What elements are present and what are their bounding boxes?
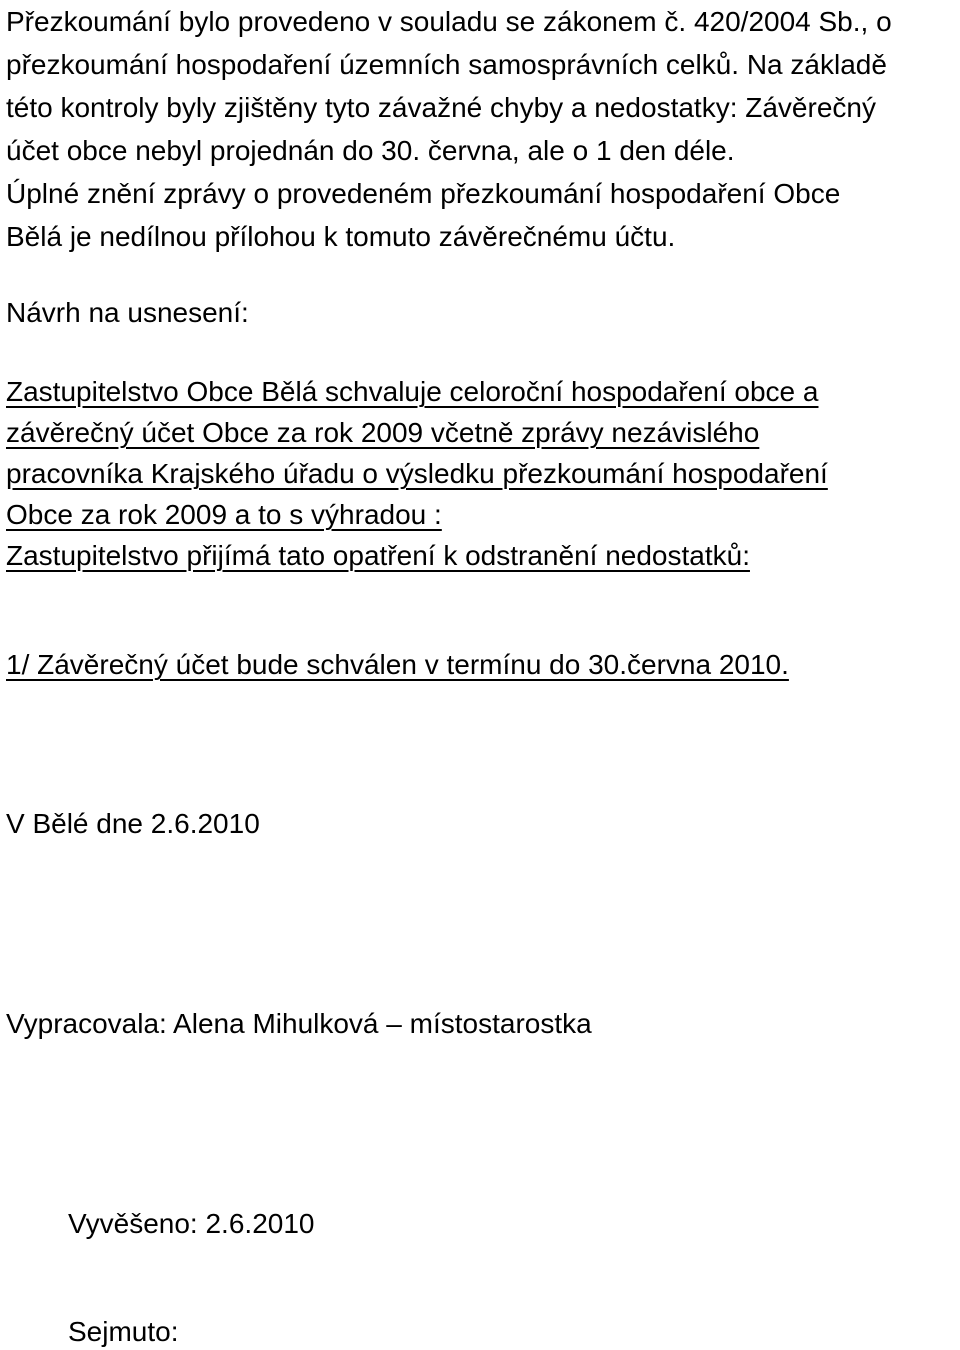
posted-date: Vyvěšeno: 2.6.2010 [68,1208,315,1239]
intro-line-1: Přezkoumání bylo provedeno v souladu se zákonem č. 420/2004 Sb., o [6,6,892,37]
measure-line: 1/ Závěrečný účet bude schválen v termínu do 30.června 2010. [6,649,789,680]
intro-line-6: Bělá je nedílnou přílohou k tomuto závěrečnému účtu. [6,221,676,252]
intro-line-3: této kontroly byly zjištěny tyto závažné chyby a nedostatky: Závěrečný [6,92,876,123]
prepared-by: Vypracovala: Alena Mihulková – místostarostka [6,1008,592,1039]
place-date: V Bělé dne 2.6.2010 [6,808,260,839]
resolution-line-3: pracovníka Krajského úřadu o výsledku přezkoumání hospodaření [6,458,828,489]
resolution-line-5: Zastupitelstvo přijímá tato opatření k odstranění nedostatků: [6,540,750,571]
intro-line-2: přezkoumání hospodaření územních samosprávních celků. Na základě [6,49,887,80]
resolution-line-4: Obce za rok 2009 a to s výhradou : [6,499,442,530]
resolution-line-1: Zastupitelstvo Obce Bělá schvaluje celoroční hospodaření obce a [6,376,819,407]
removed-date: Sejmuto: [68,1316,179,1347]
intro-line-5: Úplné znění zprávy o provedeném přezkoumání hospodaření Obce [6,178,841,209]
resolution-line-2: závěrečný účet Obce za rok 2009 včetně zprávy nezávislého [6,417,760,448]
proposal-heading: Návrh na usnesení: [6,297,249,328]
intro-line-4: účet obce nebyl projednán do 30. června, ale o 1 den déle. [6,135,735,166]
